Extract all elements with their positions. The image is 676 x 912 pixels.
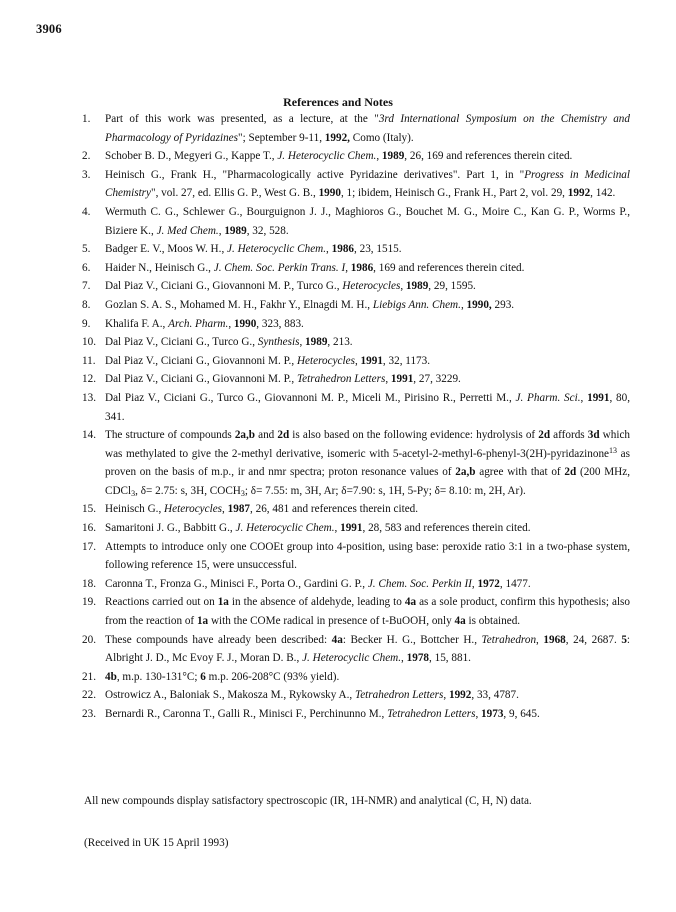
reference-text: Heterocycles [296,354,355,367]
reference-text: 1989 [305,336,328,349]
reference-item [82,538,630,575]
reference-text: Tetrahedron Letters [387,708,476,720]
reference-item [82,166,630,203]
reference-text: , 80, 341. [105,391,631,423]
reference-item [82,277,630,296]
reference-text: , 142. [590,187,616,200]
reference-number: 19. [82,596,96,609]
reference-item [82,631,630,668]
reference-text: , 26, 169 and references therein cited. [404,150,573,163]
reference-item [82,519,630,538]
reference-text: Samaritoni J. G., Babbitt G., [105,522,236,535]
reference-text: 1989 [405,280,429,293]
reference-text: , 26, 481 and references therein cited. [250,503,419,516]
reference-text: Progress in Medicinal Chemistry [105,168,630,200]
references-heading: References and Notes [283,95,393,109]
reference-text: 1987 [227,503,250,516]
reference-number: 22. [82,689,96,702]
references-list [82,110,630,724]
reference-text: Schober B. D., Megyeri G., Kappe T., [105,150,278,163]
reference-number: 13. [82,391,96,404]
reference-text: with the COMe radical in presence of t-BuOOH, only [208,615,455,628]
reference-text: Bernardi R., Caronna T., Galli R., Minisci F., Perchinunno M., [105,708,388,720]
reference-item [82,500,630,519]
reference-number: 3. [82,168,91,181]
reference-text: Dal Piaz V., Ciciani G., Turco G., [105,336,258,349]
reference-number: 10. [82,336,96,349]
reference-item [82,352,630,371]
reference-number: 1. [82,113,91,125]
reference-text: 2d [277,429,290,442]
reference-text: in the absence of aldehyde, leading to [228,596,405,609]
reference-number: 20. [82,633,96,646]
reference-item [82,575,630,594]
reference-text: , 213. [327,336,353,349]
reference-text: , 32, 528. [246,224,289,237]
reference-number: 14. [82,429,96,442]
reference-number: 7. [82,280,91,293]
reference-text: , 169 and references therein cited. [373,261,525,274]
reference-text: , 1; ibidem, Heinisch G., Frank H., Part 2, vol. 29, [340,187,568,200]
reference-text: Heinisch G., Frank H., "Pharmacologically active Pyridazine derivatives". Part 1, in " [105,168,525,181]
reference-text: 4a [331,633,343,646]
reference-text: 1a [217,596,229,609]
reference-text: Arch. Pharm. [168,317,229,330]
reference-text: Dal Piaz V., Ciciani G., Giovannoni M. P., [105,354,297,367]
reference-text: 2a,b [234,429,256,442]
reference-text: : Becker H. G., Bottcher H., [342,633,482,646]
reference-item [82,389,630,426]
reference-text: which was methylated to give the 2-methyl derivative, isomeric with 5-acetyl-2-methyl-6-phenyl-3(2H)-pyridazinone [105,429,631,460]
compounds-note: All new compounds display satisfactory spectroscopic (IR, 1H-NMR) and analytical (C, H, N) data. [84,795,532,807]
reference-number: 9. [82,317,91,330]
reference-number: 6. [82,261,91,274]
reference-item [82,686,630,705]
reference-text: agree with that of [475,466,565,479]
reference-text: Synthesis [257,336,300,349]
reference-item [82,240,630,259]
reference-text: , [222,503,228,516]
reference-number: 5. [82,243,91,256]
reference-text: J. Pharm. Sci. [515,391,581,404]
reference-text: , 32, 1173. [382,354,431,367]
reference-item [82,593,630,630]
reference-text: Wermuth C. G., Schlewer G., Bourguignon J. J., Maghioros G., Bouchet M. G., Moire C., Kan G. P., Worms P., Biziere K., [105,205,630,237]
reference-item [82,110,630,147]
reference-text: , [326,243,332,256]
reference-text: Dal Piaz V., Ciciani G., Giovannoni M. P., Turco G., [105,280,343,293]
reference-text: 1992 [567,187,591,200]
reference-number: 4. [82,205,91,218]
reference-text: The structure of compounds [105,429,235,442]
reference-item [82,147,630,166]
reference-text: Heterocycles [164,503,223,516]
reference-text: ", vol. 27, ed. Ellis G. P., West G. B., [151,187,319,200]
reference-text: Badger E. V., Moos W. H., [105,243,228,256]
reference-text: , [334,522,341,535]
reference-text: Heinisch G., [105,503,165,516]
reference-text: , [385,373,391,386]
reference-text: Khalifa F. A., [105,317,169,330]
reference-text: 1990, [466,298,492,311]
reference-number: 23. [82,708,96,720]
reference-text: , m.p. 130-131°C; [116,670,201,683]
reference-text: : Albright J. D., Mc Evoy F. J., Moran D. B., [105,633,631,665]
reference-text: , 27, 3229. [413,373,461,386]
received-date: (Received in UK 15 April 1993) [84,837,229,849]
reference-text: Liebigs Ann. Chem. [372,298,461,311]
reference-text: , δ= 2.75: s, 3H, COCH [135,484,241,497]
reference-text: , 33, 4787. [471,689,519,702]
reference-text: , [580,391,588,404]
reference-text: , 323, 883. [256,317,304,330]
reference-text: 3 [240,488,245,498]
reference-text: J. Med Chem. [156,224,219,237]
reference-text: 2d [538,429,551,442]
reference-text: 1968 [543,633,566,646]
reference-text: 6 [200,670,206,683]
reference-number: 12. [82,373,96,386]
reference-text: Haider N., Heinisch G., [105,261,214,274]
reference-text: , 24, 2687. [565,633,622,646]
reference-text: (200 MHz, CDCl [105,466,631,497]
reference-text: 1989 [224,224,247,237]
reference-text: 1991 [390,373,414,386]
reference-text: 1991 [340,522,363,535]
reference-text: affords [550,429,588,442]
reference-text: , 15, 881. [429,652,471,665]
reference-number: 18. [82,577,96,590]
reference-item [82,668,630,687]
reference-text: , [354,354,361,367]
reference-text: Tetrahedron Letters [355,689,444,702]
reference-text: , [400,280,406,293]
reference-text: , [228,317,234,330]
reference-text: 293. [491,298,515,311]
reference-text: Heterocycles [342,280,401,293]
reference-text: , [299,336,306,349]
reference-text: , 23, 1515. [354,243,402,256]
reference-item [82,296,630,315]
reference-text: Tetrahedron Letters [296,373,386,386]
reference-text: 1990 [318,187,341,200]
reference-text: 4a [404,596,417,609]
reference-item [82,203,630,240]
reference-text: , 28, 583 and references therein cited. [362,522,531,535]
reference-text: J. Heterocyclic Chem. [227,243,327,256]
reference-text: Gozlan S. A. S., Mohamed M. H., Fakhr Y., Elnagdi M. H., [105,298,373,311]
reference-text: , [401,652,407,665]
reference-item [82,426,630,500]
reference-text: , [345,261,351,274]
reference-number: 15. [82,503,96,516]
reference-text: , [460,298,467,311]
reference-number: 17. [82,540,96,553]
reference-text: 13 [609,445,618,455]
reference-text: 1978 [406,652,430,665]
reference-text: Dal Piaz V., Ciciani G., Turco G., Giovannoni M. P., Miceli M., Pirisino R., Perretti M., [105,391,516,404]
reference-text: J. Chem. Soc. Perkin II [367,577,472,590]
reference-text: , [376,150,382,163]
reference-item [82,705,630,724]
reference-text: 3d [587,429,600,442]
reference-number: 8. [82,298,91,311]
reference-text: Caronna T., Fronza G., Minisci F., Porta O., Gardini G. P., [105,577,368,590]
reference-text: ; δ= 7.55: m, 3H, Ar; δ=7.90: s, 1H, 5-Py; δ= 8.10: m, 2H, Ar). [244,484,526,497]
reference-text: 1991 [360,354,383,367]
reference-text: Dal Piaz V., Ciciani G., Giovannoni M. P., [105,373,297,386]
reference-text: 1992 [448,689,472,702]
reference-text: , [443,689,449,702]
reference-text: , [536,633,544,646]
reference-item [82,259,630,278]
reference-text: J. Heterocyclic Chem. [277,150,377,163]
reference-text: 3 [131,488,136,498]
reference-text: , 29, 1595. [428,280,476,293]
reference-text: Como (Italy). [349,131,414,144]
reference-text: 2d [564,466,577,479]
reference-text: Reactions carried out on [105,596,218,609]
reference-text: as a sole product, confirm this hypothesis; also from the reaction of [105,596,631,628]
reference-text: 3rd International Symposium on the Chemistry and Pharmacology of Pyridazines [105,113,630,144]
reference-text: , 9, 645. [503,708,540,720]
reference-text: 1991 [587,391,610,404]
reference-item [82,370,630,389]
reference-text: , [218,224,225,237]
reference-item [82,333,630,352]
reference-text: Tetrahedron [481,633,537,646]
reference-text: These compounds have already been described: [105,633,332,646]
reference-text: Ostrowicz A., Baloniak S., Makosza M., Rykowsky A., [105,689,356,702]
reference-text: 1972 [477,577,500,590]
reference-number: 21. [82,670,96,683]
reference-item [82,315,630,334]
page-number: 3906 [36,22,62,36]
reference-text: 4a [454,615,466,628]
reference-text: "; September 9-11, [238,131,325,144]
reference-text: Attempts to introduce only one COOEt group into 4-position, using base: peroxide ratio 3:1 in a two-phase system, following reference 15, were unsuccessful. [105,540,630,572]
reference-text: J. Heterocyclic Chem. [302,652,402,665]
reference-text: J. Chem. Soc. Perkin Trans. I [213,261,346,274]
reference-text: 1986 [331,243,354,256]
reference-text: 4b [105,670,117,683]
reference-text: 1973 [481,708,504,720]
reference-text: J. Heterocyclic Chem. [235,522,335,535]
reference-text: , 1477. [499,577,531,590]
reference-number: 11. [82,354,96,367]
reference-text: , [475,708,482,720]
reference-number: 16. [82,522,96,535]
reference-text: Part of this work was presented, as a lecture, at the " [105,113,379,125]
reference-text: m.p. 206-208°C (93% yield). [205,670,340,683]
reference-text: and [255,429,278,442]
reference-text: 1a [196,615,209,628]
reference-text: is obtained. [465,615,521,628]
reference-text: 1986 [350,261,374,274]
reference-text: 1989 [381,150,405,163]
reference-text: 1992, [324,131,350,144]
reference-number: 2. [82,150,91,163]
reference-text: 2a,b [455,466,476,479]
reference-text: 1990 [233,317,257,330]
reference-text: is also based on the following evidence: hydrolysis of [289,429,539,442]
reference-text: 5 [621,633,627,646]
reference-text: , [471,577,478,590]
reference-text: as proven on the basis of m.p., ir and nmr spectra; proton resonance values of [105,447,630,479]
